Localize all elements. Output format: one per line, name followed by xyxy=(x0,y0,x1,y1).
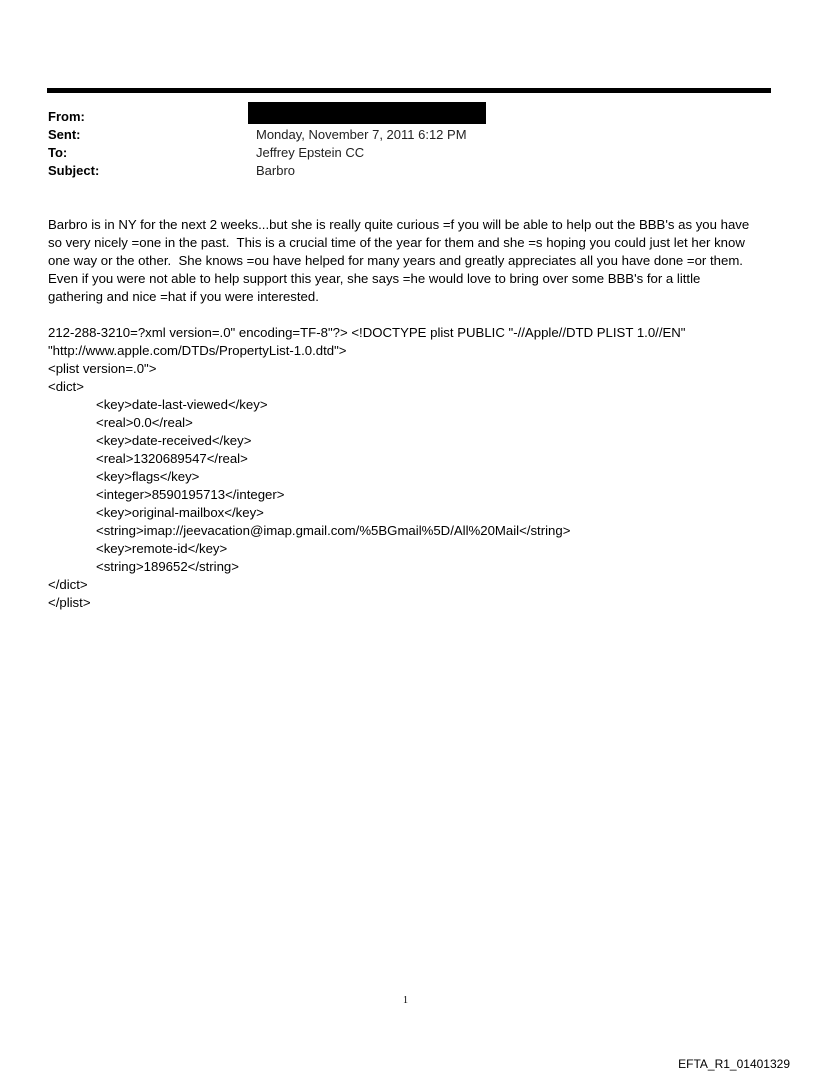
from-row xyxy=(48,108,768,126)
plist-line: <key>original-mailbox</key> xyxy=(96,505,264,520)
page-number: 1 xyxy=(403,995,408,1006)
from-label: From: xyxy=(48,109,85,124)
plist-line: <string>189652</string> xyxy=(96,559,239,574)
subject-label: Subject: xyxy=(48,163,100,178)
subject-row xyxy=(48,162,768,180)
plist-line: <key>flags</key> xyxy=(96,469,200,484)
plist-line: <key>date-received</key> xyxy=(96,433,252,448)
body-line: Barbro is in NY for the next 2 weeks...but she is really quite curious =f you will be able to help out the BBB's as you have xyxy=(48,217,750,232)
email-body xyxy=(48,216,772,612)
body-line: so very nicely =one in the past. This is a crucial time of the year for them and she =s hoping you could just let her know xyxy=(48,235,745,250)
to-label: To: xyxy=(48,145,68,160)
plist-line: <dict> xyxy=(48,379,84,394)
plist-line: <real>0.0</real> xyxy=(96,415,193,430)
plist-line: <key>remote-id</key> xyxy=(96,541,228,556)
plist-line: <key>date-last-viewed</key> xyxy=(96,397,268,412)
plist-line: <plist version=.0"> xyxy=(48,361,157,376)
body-line: Even if you were not able to help support this year, she says =he would love to bring over some BBB's for a little xyxy=(48,271,701,286)
email-header xyxy=(48,108,768,180)
paragraph-gap xyxy=(48,306,772,324)
plist-line: </plist> xyxy=(48,595,91,610)
plist-line: "http://www.apple.com/DTDs/PropertyList-1.0.dtd"> xyxy=(48,343,347,358)
redaction-bar xyxy=(248,102,486,124)
to-row xyxy=(48,144,768,162)
sent-value: Monday, November 7, 2011 6:12 PM xyxy=(256,127,467,142)
document-id: EFTA_R1_01401329 xyxy=(678,1057,790,1071)
plist-line: 212-288-3210=?xml version=.0" encoding=TF-8"?> <!DOCTYPE plist PUBLIC "-//Apple//DTD PLIST 1.0//EN" xyxy=(48,325,686,340)
body-line: one way or the other. She knows =ou have helped for many years and greatly appreciates all you have done =or them. xyxy=(48,253,743,268)
plist-line: <integer>8590195713</integer> xyxy=(96,487,285,502)
plist-line: <real>1320689547</real> xyxy=(96,451,248,466)
plist-line: </dict> xyxy=(48,577,88,592)
sent-row xyxy=(48,126,768,144)
body-line: gathering and nice =hat if you were interested. xyxy=(48,289,319,304)
to-value: Jeffrey Epstein CC xyxy=(256,145,365,160)
subject-value: Barbro xyxy=(256,163,296,178)
sent-label: Sent: xyxy=(48,127,81,142)
plist-line[interactable]: <string>imap://jeevacation@imap.gmail.com/%5BGmail%5D/All%20Mail</string> xyxy=(96,523,571,538)
header-rule xyxy=(47,88,771,93)
